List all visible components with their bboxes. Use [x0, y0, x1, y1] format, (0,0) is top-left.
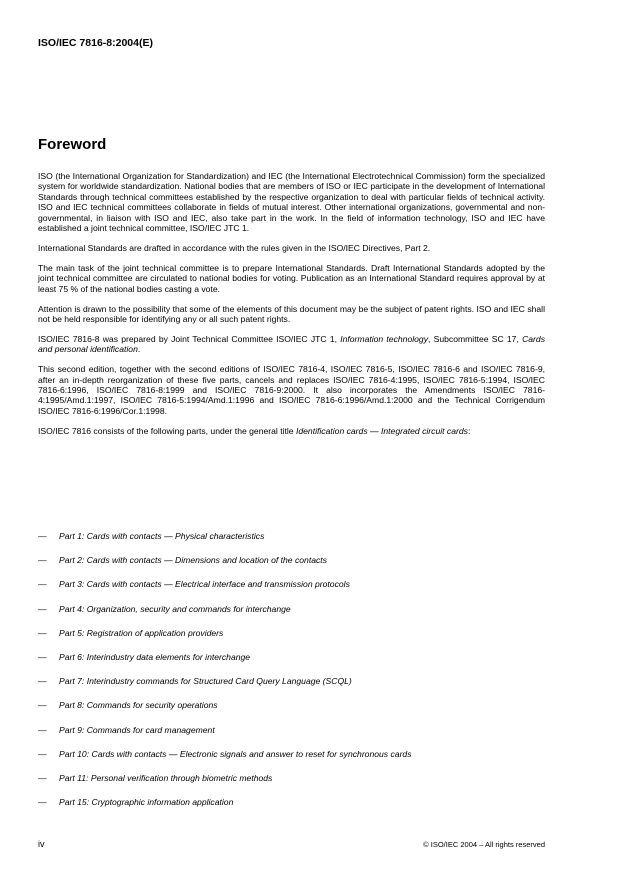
- list-item: — Part 8: Commands for security operations: [38, 700, 218, 711]
- list-item: — Part 7: Interindustry commands for Structured Card Query Language (SCQL): [38, 676, 352, 687]
- document-id-header: ISO/IEC 7816-8:2004(E): [38, 37, 153, 49]
- list-dash: —: [38, 651, 47, 662]
- page-title: Foreword: [38, 136, 107, 153]
- paragraph-main-task: The main task of the joint technical committee is to prepare International Standards. Draft International Standards adopted by the joint technical committee are circulated to national bodies for voting. Publication as an International Standard requires approval by at least 75 % of the national bodies casting a vote.: [38, 262, 545, 294]
- paragraph-edition: This second edition, together with the second editions of ISO/IEC 7816-4, ISO/IEC 7816-5, ISO/IEC 7816-6 and ISO/IEC 7816-9, after an in-depth reorganization of these five parts, cancels and replaces ISO/IEC 7816-4:1995, ISO/IEC 7816-5:1994, ISO/IEC 7816-6:1996, ISO/IEC 7816-8:1999 and ISO/IEC 7816-9:2000. It also incorporates the Amendments ISO/IEC 7816-4:1995/Amd.1:1997, ISO/IEC 7816-5:1994/Amd.1:1996 and ISO/IEC 7816-6:1996/Amd.1:2000 and the Technical Corrigendum ISO/IEC 7816-6:1996/Cor.1:1998.: [38, 364, 545, 416]
- list-dash: —: [38, 797, 47, 808]
- list-dash: —: [38, 531, 47, 541]
- list-item: — Part 5: Registration of application providers: [38, 627, 224, 638]
- list-dash: —: [38, 676, 47, 687]
- general-title: Identification cards — Integrated circuit cards: [295, 425, 468, 436]
- paragraph-directives: International Standards are drafted in accordance with the rules given in the ISO/IEC Directives, Part 2.: [38, 242, 431, 253]
- page-number: iv: [38, 839, 45, 849]
- list-dash: —: [38, 627, 47, 638]
- list-item: — Part 6: Interindustry data elements for interchange: [38, 651, 251, 662]
- paragraph-iso-iec: ISO (the International Organization for Standardization) and IEC (the International Electrotechnical Commission) form the specialized system for worldwide standardization. National bodies that are members of ISO or IEC participate in the development of International Standards through technical committees established by the respective organization to deal with particular fields of technical activity. ISO and IEC technical committees collaborate in fields of mutual interest. Other international organizations, governmental and non-governmental, in liaison with ISO and IEC, also take part in the work. In the field of information technology, ISO and IEC have established a joint technical committee, ISO/IEC JTC 1.: [38, 171, 545, 234]
- paragraph-patent: Attention is drawn to the possibility that some of the elements of this document may be the subject of patent rights. ISO and IEC shall not be held responsible for identifying any or all such patent rights.: [38, 303, 545, 324]
- list-item: — Part 3: Cards with contacts — Electrical interface and transmission protocols: [38, 579, 350, 590]
- list-item: — Part 2: Cards with contacts — Dimensions and location of the contacts: [38, 555, 327, 566]
- list-dash: —: [38, 555, 47, 566]
- subcommittee-title: Cards and personal identification: [38, 333, 545, 355]
- list-item: — Part 4: Organization, security and commands for interchange: [38, 603, 291, 614]
- paragraph-consists: ISO/IEC 7816 consists of the following parts, under the general title Identification cards — Integrated circuit cards:: [38, 425, 471, 436]
- paragraph-prepared: ISO/IEC 7816-8 was prepared by Joint Technical Committee ISO/IEC JTC 1, Information technology, Subcommittee SC 17, Cards and personal identification.: [38, 333, 545, 355]
- foreword-body: [38, 171, 545, 444]
- list-item: — Part 10: Cards with contacts — Electronic signals and answer to reset for synchronous cards: [38, 748, 412, 759]
- list-dash: —: [38, 603, 47, 614]
- list-item: — Part 9: Commands for card management: [38, 724, 215, 735]
- parts-list: [38, 531, 545, 821]
- list-item: — Part 11: Personal verification through biometric methods: [38, 772, 273, 783]
- list-dash: —: [38, 748, 47, 759]
- committee-title: Information technology: [340, 333, 428, 344]
- list-item: — Part 1: Cards with contacts — Physical characteristics: [38, 531, 265, 541]
- list-dash: —: [38, 772, 47, 783]
- copyright-notice: © ISO/IEC 2004 – All rights reserved: [423, 840, 545, 849]
- list-dash: —: [38, 579, 47, 590]
- list-dash: —: [38, 700, 47, 711]
- list-dash: —: [38, 724, 47, 735]
- list-item: — Part 15: Cryptographic information application: [38, 797, 234, 808]
